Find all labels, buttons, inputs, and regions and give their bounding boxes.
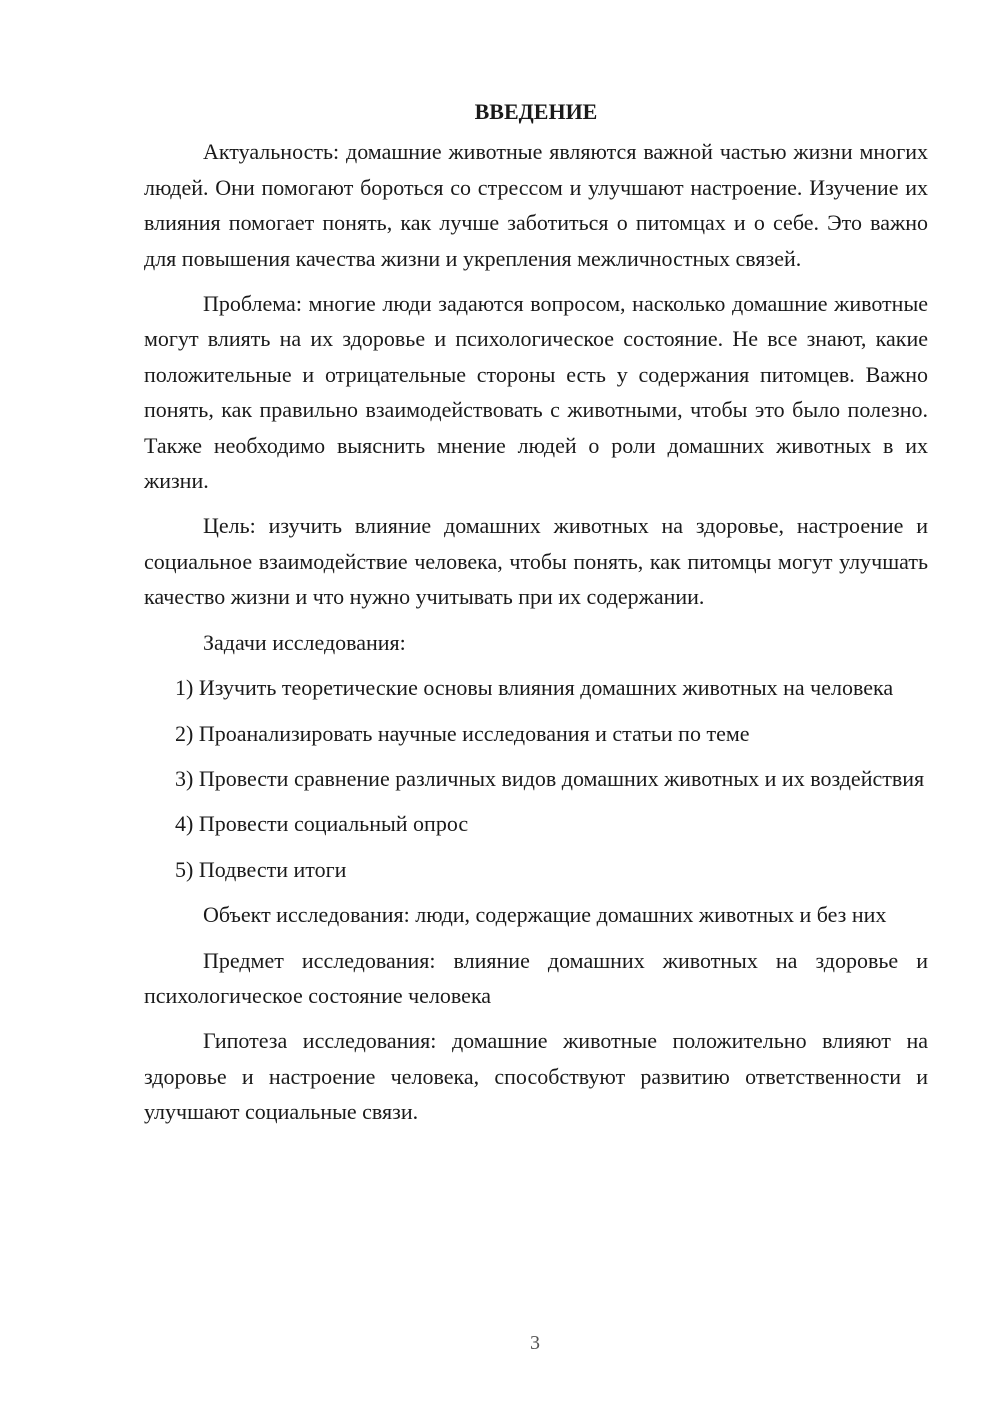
- task-item: 3) Провести сравнение различных видов домашних животных и их воздействия: [175, 765, 925, 791]
- tasks-label: Задачи исследования:: [203, 629, 406, 655]
- task-item: 1) Изучить теоретические основы влияния домашних животных на человека: [175, 675, 894, 701]
- task-item: 5) Подвести итоги: [175, 856, 347, 882]
- subject-paragraph: Предмет исследования: влияние домашних животных на здоровье и психологическое состояние человека: [144, 947, 928, 1008]
- document-page: [144, 94, 928, 1140]
- page-title: ВВЕДЕНИЕ: [474, 99, 598, 124]
- hypothesis-paragraph: Гипотеза исследования: домашние животные положительно влияют на здоровье и настроение человека, способствуют развитию ответственности и улучшают социальные связи.: [144, 1028, 928, 1125]
- task-item: 2) Проанализировать научные исследования и статьи по теме: [175, 720, 750, 746]
- task-item: 4) Провести социальный опрос: [175, 811, 469, 837]
- page-number: 3: [530, 1332, 540, 1354]
- object-paragraph: Объект исследования: люди, содержащие домашних животных и без них: [203, 902, 887, 928]
- goal-paragraph: Цель: изучить влияние домашних животных на здоровье, настроение и социальное взаимодействие человека, чтобы понять, как питомцы могут улучшать качество жизни и что нужно учитывать при их содержании.: [144, 513, 928, 610]
- problem-paragraph: Проблема: многие люди задаются вопросом, насколько домашние животные могут влиять на их здоровье и психологическое состояние. Не все знают, какие положительные и отрицательные стороны есть у содержания питомцев. Важно понять, как правильно взаимодействовать с животными, чтобы это было полезно. Также необходимо выяснить мнение людей о роли домашних животных в их жизни.: [144, 291, 928, 494]
- relevance-paragraph: Актуальность: домашние животные являются важной частью жизни многих людей. Они помогают бороться со стрессом и улучшают настроение. Изучение их влияния помогает понять, как лучше заботиться о питомцах и о себе. Это важно для повышения качества жизни и укрепления межличностных связей.: [144, 139, 928, 271]
